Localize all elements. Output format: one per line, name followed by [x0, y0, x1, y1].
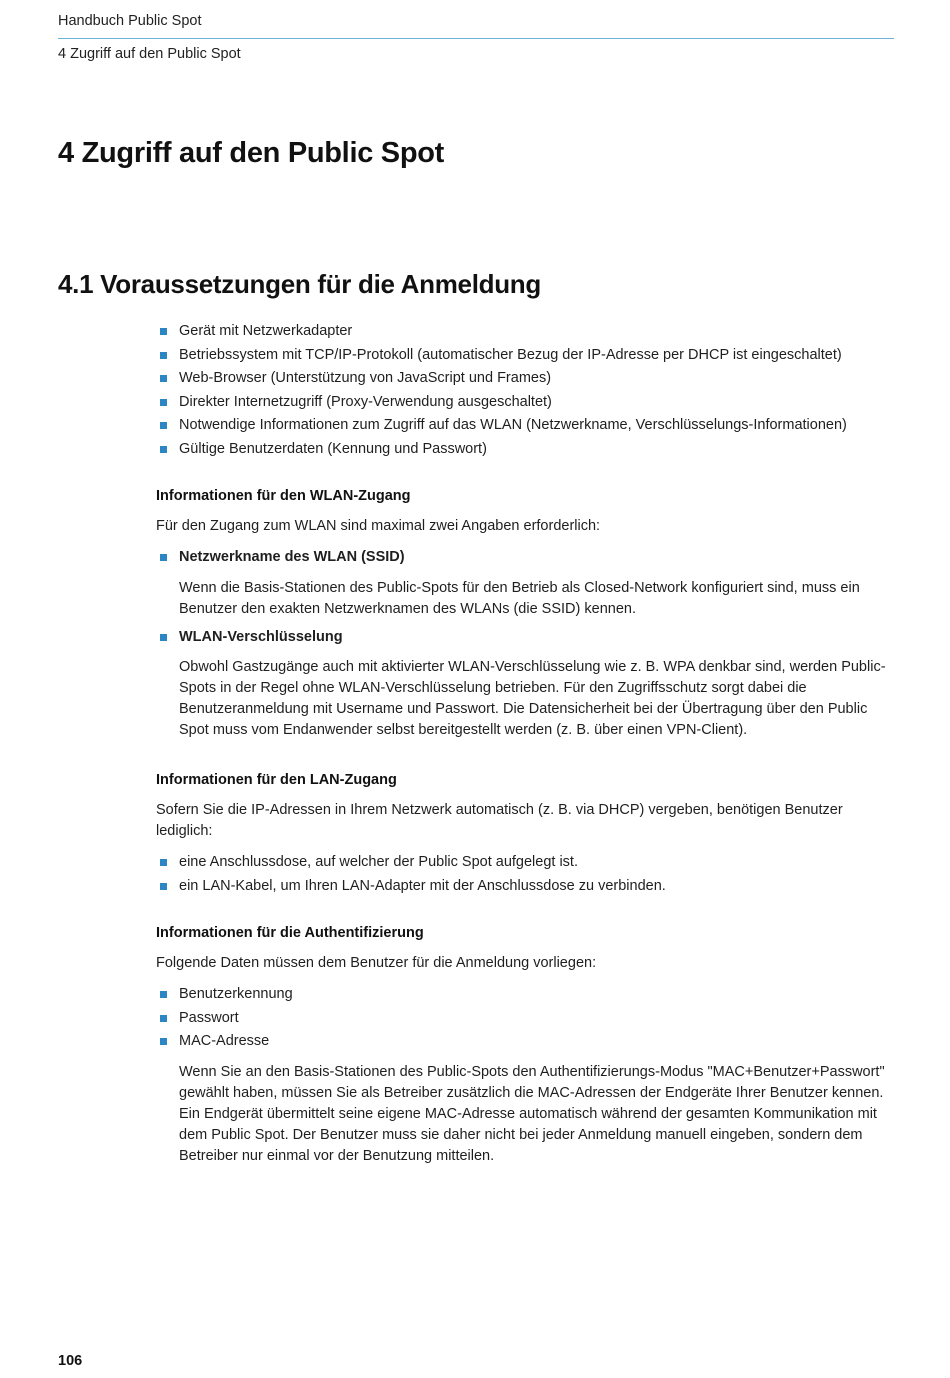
wlan-ssid-text: Wenn die Basis-Stationen des Public-Spots für den Betrieb als Closed-Network konfiguriert sind, muss ein Benutzer den exakten Netzwerknamen des WLANs (die SSID) kennen. [179, 579, 860, 617]
list-item: eine Anschlussdose, auf welcher der Public Spot aufgelegt ist. [156, 851, 896, 875]
header-rule [58, 38, 894, 39]
auth-intro: Folgende Daten müssen dem Benutzer für die Anmeldung vorliegen: [156, 955, 597, 971]
lan-heading: Informationen für den LAN-Zugang [156, 772, 397, 788]
square-bullet-icon [160, 1015, 167, 1022]
list-item: Benutzerkennung [156, 983, 896, 1007]
list-item: Direkter Internetzugriff (Proxy-Verwendung ausgeschaltet) [156, 391, 896, 415]
wlan-list [156, 546, 896, 570]
running-header [58, 12, 894, 63]
square-bullet-icon [160, 859, 167, 866]
square-bullet-icon [160, 1038, 167, 1045]
square-bullet-icon [160, 554, 167, 561]
chapter-title: 4 Zugriff auf den Public Spot [58, 137, 445, 169]
list-item: Passwort [156, 1007, 896, 1031]
mac-note: Wenn Sie an den Basis-Stationen des Public-Spots den Authentifizierungs-Modus "MAC+Benutzer+Passwort" gewählt haben, müssen Sie als Betreiber zusätzlich die MAC-Adressen der Endgeräte Ihrer Benutzer kennen. Ein Endgerät übermittelt seine eigene MAC-Adresse automatisch während der gesamten Kommunikation mit dem Public Spot. Der Benutzer muss sie daher nicht bei jeder Anmeldung manuell eingeben, sondern dem Betreiber nur einmal vor der Benutzung mitteilen. [179, 1063, 885, 1164]
square-bullet-icon [160, 446, 167, 453]
list-item: ein LAN-Kabel, um Ihren LAN-Adapter mit der Anschlussdose zu verbinden. [156, 875, 896, 899]
section-title: 4.1 Voraussetzungen für die Anmeldung [58, 269, 541, 299]
list-item: Notwendige Informationen zum Zugriff auf das WLAN (Netzwerkname, Verschlüsselungs-Informationen) [156, 414, 896, 438]
square-bullet-icon [160, 352, 167, 359]
square-bullet-icon [160, 883, 167, 890]
square-bullet-icon [160, 328, 167, 335]
list-item: MAC-Adresse [156, 1030, 896, 1054]
section-body [156, 320, 896, 1167]
wlan-encryption-text: Obwohl Gastzugänge auch mit aktivierter WLAN-Verschlüsselung wie z. B. WPA denkbar sind, werden Public-Spots in der Regel ohne WLAN-Verschlüsselung betrieben. Für den Zugriffsschutz sorgt dabei die Benutzeranmeldung mit Username und Passwort. Die Datensicherheit bei der Übertragung über den Public Spot muss vom Endanwender selbst bereitgestellt werden (z. B. über einen VPN-Client). [179, 659, 886, 738]
lan-list [156, 851, 896, 898]
list-item: Gerät mit Netzwerkadapter [156, 320, 896, 344]
list-item: Betriebssystem mit TCP/IP-Protokoll (automatischer Bezug der IP-Adresse per DHCP ist eingeschaltet) [156, 344, 896, 368]
auth-list [156, 983, 896, 1054]
list-item: Web-Browser (Unterstützung von JavaScript und Frames) [156, 367, 896, 391]
wlan-list-2 [156, 626, 896, 650]
auth-heading: Informationen für die Authentifizierung [156, 925, 424, 941]
list-item: Netzwerkname des WLAN (SSID) [156, 546, 896, 570]
square-bullet-icon [160, 422, 167, 429]
header-title: Handbuch Public Spot [58, 13, 202, 29]
header-chapter: 4 Zugriff auf den Public Spot [58, 46, 241, 62]
square-bullet-icon [160, 634, 167, 641]
list-item: Gültige Benutzerdaten (Kennung und Passwort) [156, 438, 896, 462]
page-number: 106 [58, 1353, 83, 1369]
wlan-intro: Für den Zugang zum WLAN sind maximal zwei Angaben erforderlich: [156, 518, 601, 534]
square-bullet-icon [160, 399, 167, 406]
square-bullet-icon [160, 991, 167, 998]
square-bullet-icon [160, 375, 167, 382]
wlan-heading: Informationen für den WLAN-Zugang [156, 488, 411, 504]
lan-intro: Sofern Sie die IP-Adressen in Ihrem Netzwerk automatisch (z. B. via DHCP) vergeben, benötigen Benutzer lediglich: [156, 802, 843, 839]
list-item: WLAN-Verschlüsselung [156, 626, 896, 650]
requirements-list [156, 320, 896, 461]
